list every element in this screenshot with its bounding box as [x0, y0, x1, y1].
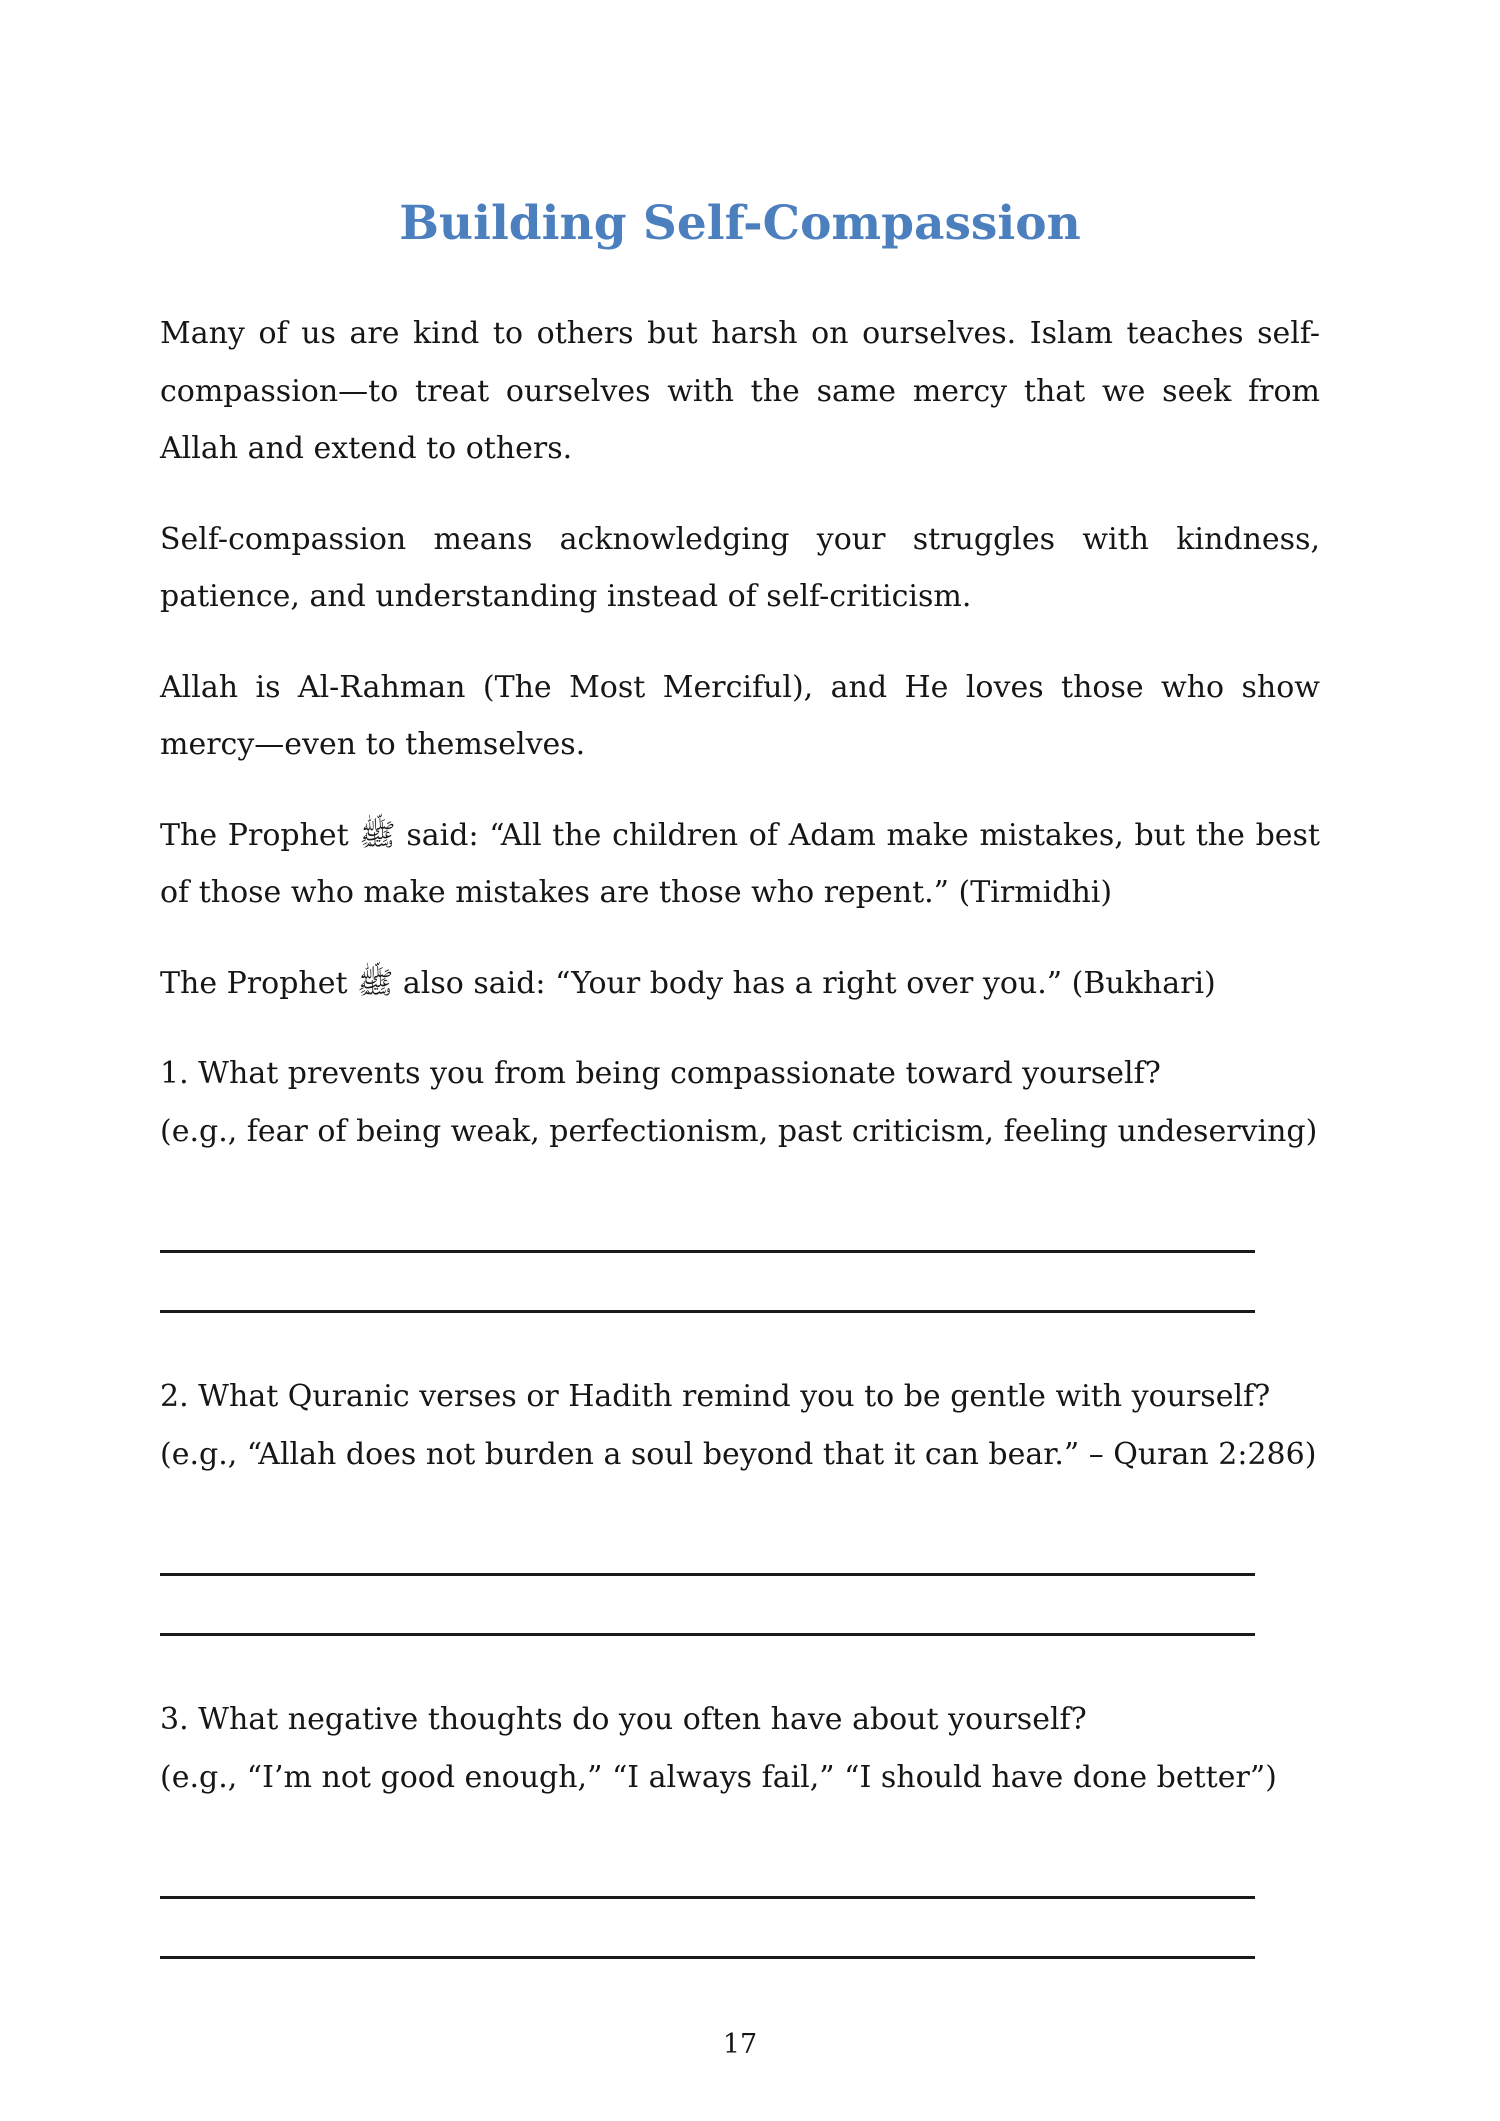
- question-3: [160, 1691, 1320, 1806]
- question-text: 1. What prevents you from being compassionate toward yourself?: [160, 1056, 1161, 1091]
- paragraph-line: mercy—even to themselves.: [160, 727, 586, 762]
- paragraph-line: Many of us are kind to others but harsh on ourselves. Islam teaches self-: [160, 316, 1320, 351]
- question-text: 3. What negative thoughts do you often have about yourself?: [160, 1702, 1087, 1737]
- question-2-answer-area: [160, 1516, 1320, 1636]
- question-example-text: (e.g., fear of being weak, perfectionism, past criticism, feeling undeserving): [160, 1113, 1318, 1149]
- paragraph-line: of those who make mistakes are those who repent.” (Tirmidhi): [160, 875, 1113, 910]
- intro-paragraph-1: [160, 305, 1320, 478]
- question-example-text: (e.g., “Allah does not burden a soul beyond that it can bear.” – Quran 2:286): [160, 1436, 1317, 1472]
- paragraph-line: The Prophet ﷺ said: “All the children of Adam make mistakes, but the best: [160, 817, 1320, 853]
- question-1: [160, 1045, 1320, 1160]
- page-title: Building Self-Compassion: [399, 196, 1081, 251]
- intro-paragraph-3: [160, 659, 1320, 774]
- page-number: 17: [722, 2029, 758, 2060]
- paragraph-line: Allah is Al-Rahman (The Most Merciful), and He loves those who show: [160, 669, 1320, 705]
- paragraph-line: The Prophet ﷺ also said: “Your body has a right over you.” (Bukhari): [160, 965, 1216, 1001]
- paragraph-line: Allah and extend to others.: [160, 431, 573, 466]
- document-page: [160, 0, 1320, 2061]
- hadith-paragraph-tirmidhi: [160, 807, 1320, 922]
- question-example-text: (e.g., “I’m not good enough,” “I always fail,” “I should have done better”): [160, 1759, 1277, 1795]
- answer-blank-line: [160, 1576, 1255, 1636]
- question-1-answer-area: [160, 1193, 1320, 1313]
- question-text: 2. What Quranic verses or Hadith remind you to be gentle with yourself?: [160, 1379, 1271, 1414]
- paragraph-line: Self-compassion means acknowledging your struggles with kindness,: [160, 521, 1320, 557]
- intro-paragraph-2: [160, 511, 1320, 626]
- paragraph-line: compassion—to treat ourselves with the same mercy that we seek from: [160, 373, 1320, 409]
- hadith-paragraph-bukhari: [160, 955, 1320, 1013]
- answer-blank-line: [160, 1899, 1255, 1959]
- answer-blank-line: [160, 1839, 1255, 1899]
- answer-blank-line: [160, 1193, 1255, 1253]
- answer-blank-line: [160, 1253, 1255, 1313]
- answer-blank-line: [160, 1516, 1255, 1576]
- paragraph-line: patience, and understanding instead of self-criticism.: [160, 579, 972, 614]
- question-2: [160, 1368, 1320, 1483]
- question-3-answer-area: [160, 1839, 1320, 1959]
